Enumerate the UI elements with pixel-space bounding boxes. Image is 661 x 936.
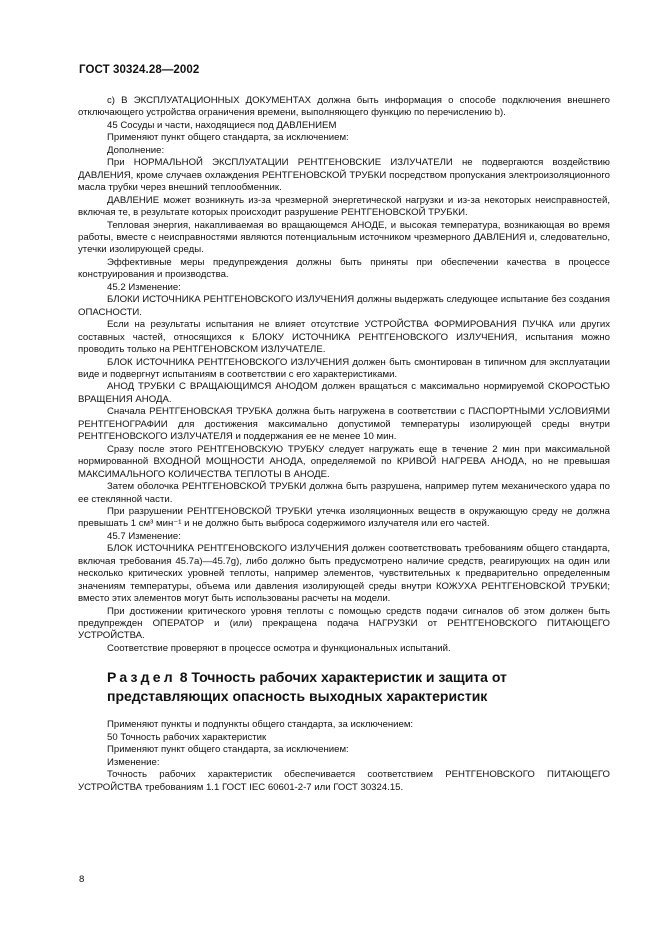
paragraph: Дополнение: xyxy=(107,144,165,156)
section-number: 8 xyxy=(179,669,188,686)
paragraph: БЛОКИ ИСТОЧНИКА РЕНТГЕНОВСКОГО ИЗЛУЧЕНИЯ должны выдержать следующее испытание без создания ОПАСНОСТИ. xyxy=(78,294,610,318)
paragraph: Сразу после этого РЕНТГЕНОВСКУЮ ТРУБКУ следует нагружать еще в течение 2 мин при максимальной нормированной ВХОДНОЙ МОЩНОСТИ АНОДА, определяемой по КРИВОЙ НАГРЕВА АНОДА, но не превышая МАКСИМАЛЬНОГО КОЛИЧЕСТВА ТЕПЛОТЫ В АНОДЕ. xyxy=(78,443,610,480)
page-header: ГОСТ 30324.28—2002 xyxy=(79,64,200,76)
paragraph: Если на результаты испытания не влияет отсутствие УСТРОЙСТВА ФОРМИРОВАНИЯ ПУЧКА или других составных частей, относящихся к БЛОКУ ИСТОЧНИКА РЕНТГЕНОВСКОГО ИЗЛУЧЕНИЯ, испытания можно проводить только на РЕНТГЕНОВСКОМ ИЗЛУЧАТЕЛЕ. xyxy=(78,319,610,356)
paragraph: Тепловая энергия, накапливаемая во вращающемся АНОДЕ, и высокая температура, возникающая во время работы, вместе с неисправностями являются потенциальным источником чрезмерного ДАВЛЕНИЯ и, следовательно, утечки изолирующей среды. xyxy=(78,219,610,256)
section-label: Раздел xyxy=(107,669,176,686)
paragraph: При НОРМАЛЬНОЙ ЭКСПЛУАТАЦИИ РЕНТГЕНОВСКИЕ ИЗЛУЧАТЕЛИ не подвергаются воздействию ДАВЛЕНИЯ, кроме случаев охлаждения РЕНТГЕНОВСКОЙ ТРУБКИ посредством пропускания электроизоляционного масла трубки через внешний теплообменник. xyxy=(78,157,610,194)
paragraph: Эффективные меры предупреждения должны быть приняты при обеспечении качества в процессе конструирования и производства. xyxy=(78,256,610,281)
document-body xyxy=(78,95,610,794)
paragraph: Применяют пункты и подпункты общего стандарта, за исключением: xyxy=(107,719,414,731)
paragraph: ДАВЛЕНИЕ может возникнуть из-за чрезмерной энергетической нагрузки и из-за некоторых неисправностей, включая те, в результате которых происходит разрушение РЕНТГЕНОВСКОЙ ТРУБКИ. xyxy=(78,194,610,219)
paragraph: Точность рабочих характеристик обеспечивается соответствием РЕНТГЕНОВСКОГО ПИТАЮЩЕГО УСТРОЙСТВА требованиям 1.1 ГОСТ IEC 60601-2-7 или ГОСТ 30324.15. xyxy=(78,769,610,793)
paragraph: Затем оболочка РЕНТГЕНОВСКОЙ ТРУБКИ должна быть разрушена, например путем механического удара по ее стеклянной части. xyxy=(78,481,610,505)
clause-heading: 45.7 Изменение: xyxy=(107,530,181,542)
paragraph: АНОД ТРУБКИ С ВРАЩАЮЩИМСЯ АНОДОМ должен вращаться с максимально нормируемой СКОРОСТЬЮ ВРАЩЕНИЯ АНОДА. xyxy=(78,381,610,405)
section-heading xyxy=(107,668,610,706)
paragraph: Изменение: xyxy=(107,756,160,768)
paragraph: При разрушении РЕНТГЕНОВСКОЙ ТРУБКИ утечка изоляционных веществ в окружающую среду не должна превышать 1 см³ мин⁻¹ и не должно быть выброса содержимого излучателя или его частей. xyxy=(78,505,610,530)
section-title-text: Точность рабочих характеристик и защита от представляющих опасность выходных характеристик xyxy=(107,669,507,705)
clause-heading: 45 Сосуды и части, находящиеся под ДАВЛЕНИЕМ xyxy=(107,119,337,131)
paragraph: Сначала РЕНТГЕНОВСКАЯ ТРУБКА должна быть нагружена в соответствии с ПАСПОРТНЫМИ УСЛОВИЯМИ РЕНТГЕНОГРАФИИ для достижения максимально допустимой температуры изолирующей среды внутри РЕНТГЕНОВСКОГО ИЗЛУЧАТЕЛЯ и поддержания ее не менее 10 мин. xyxy=(78,406,610,443)
paragraph: Применяют пункт общего стандарта, за исключением: xyxy=(107,132,349,144)
paragraph: БЛОК ИСТОЧНИКА РЕНТГЕНОВСКОГО ИЗЛУЧЕНИЯ должен соответствовать требованиям общего стандарта, включая требования 45.7а)—45.7g), либо должно быть предусмотрено наличие средств, реагирующих на один или несколько критических уровней теплоты, например элементов, чувствительных к предварительно определенным значениям температуры, объема или давления изолирующей среды внутри КОЖУХА РЕНТГЕНОВСКОЙ ТРУБКИ; вместо этих элементов могут быть использованы расчеты на модели. xyxy=(78,543,610,605)
page-number: 8 xyxy=(79,874,85,885)
paragraph: Соответствие проверяют в процессе осмотра и функциональных испытаний. xyxy=(107,642,451,654)
paragraph: При достижении критического уровня теплоты с помощью средств подачи сигналов об этом должен быть предупрежден ОПЕРАТОР и (или) прекращена подача НАГРУЗКИ от РЕНТГЕНОВСКОГО ПИТАЮЩЕГО УСТРОЙСТВА. xyxy=(78,605,610,642)
clause-heading: 50 Точность рабочих характеристик xyxy=(107,731,267,743)
paragraph: Применяют пункт общего стандарта, за исключением: xyxy=(107,744,349,756)
clause-heading: 45.2 Изменение: xyxy=(107,281,181,293)
paragraph: c) В ЭКСПЛУАТАЦИОННЫХ ДОКУМЕНТАХ должна быть информация о способе подключения внешнего отключающего устройства ограничения времени, выполняющего функцию по перечислению b). xyxy=(78,95,610,119)
paragraph: БЛОК ИСТОЧНИКА РЕНТГЕНОВСКОГО ИЗЛУЧЕНИЯ должен быть смонтирован в типичном для эксплуатации виде и подвергнут испытаниям в соответствии с его характеристиками. xyxy=(78,356,610,380)
